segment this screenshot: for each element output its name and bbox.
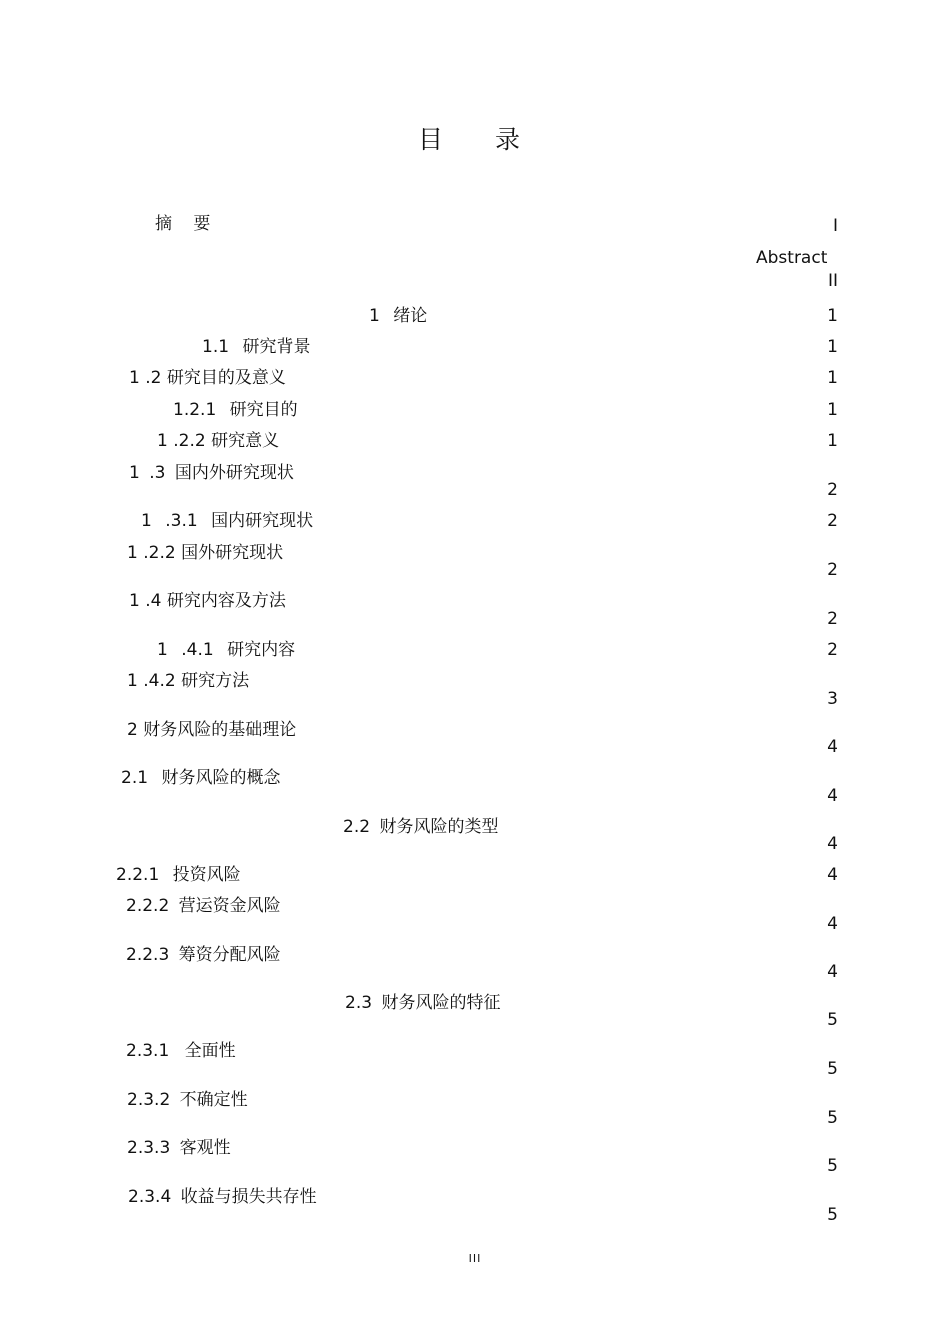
toc-entry-page: 5 [827, 1205, 838, 1225]
toc-entry-label: 2.2.2 营运资金风险 [126, 896, 281, 916]
toc-entry-label: 1 .2 研究目的及意义 [129, 368, 286, 388]
toc-entry-label: 摘 要 [155, 214, 219, 234]
toc-entry-page: 5 [827, 1156, 838, 1176]
toc-entry-label: 2.3.1 全面性 [126, 1041, 236, 1061]
toc-entry-label: 1 .4.1 研究内容 [157, 640, 296, 660]
toc-title: 目 录 [418, 125, 542, 154]
toc-entry-label: 1 绪论 [369, 306, 428, 326]
toc-entry-label: Abstract [756, 248, 828, 268]
toc-entry-page: 4 [827, 786, 838, 806]
toc-entry-page: 1 [827, 306, 838, 326]
toc-entry-page: 1 [827, 400, 838, 420]
toc-entry-label: 2.2.1 投资风险 [116, 865, 241, 885]
toc-entry-page: 5 [827, 1059, 838, 1079]
toc-entry-label: 1 .2.2 国外研究现状 [127, 543, 284, 563]
toc-entry-page: 2 [827, 511, 838, 531]
toc-entry-label: 1 .2.2 研究意义 [157, 431, 280, 451]
toc-entry-label: 1 .3 国内外研究现状 [129, 463, 294, 483]
toc-entry-page: 5 [827, 1108, 838, 1128]
toc-entry-page: 4 [827, 737, 838, 757]
toc-entry-page: 2 [827, 640, 838, 660]
toc-entry-label: 2.2.3 筹资分配风险 [126, 945, 281, 965]
toc-entry-page: I [832, 216, 838, 236]
page-number-footer: III [468, 1252, 482, 1265]
toc-entry-label: 2.3.2 不确定性 [127, 1090, 248, 1110]
toc-entry-page: 2 [827, 480, 838, 500]
toc-entry-label: 1.2.1 研究目的 [173, 400, 298, 420]
toc-entry-label: 1.1 研究背景 [202, 337, 311, 357]
toc-entry-page: 5 [827, 1010, 838, 1030]
toc-entry-label: 2.3 财务风险的特征 [345, 993, 501, 1013]
toc-entry-page: 1 [827, 368, 838, 388]
toc-entry-label: 2.3.3 客观性 [127, 1138, 231, 1158]
toc-entry-label: 2.1 财务风险的概念 [121, 768, 281, 788]
toc-entry-label: 2.3.4 收益与损失共存性 [128, 1187, 317, 1207]
toc-entry-page: 1 [827, 337, 838, 357]
toc-entry-label: 2.2 财务风险的类型 [343, 817, 499, 837]
toc-entry-page: 4 [827, 962, 838, 982]
toc-entry-page: II [827, 271, 838, 291]
toc-entry-label: 1 .4 研究内容及方法 [129, 591, 286, 611]
toc-entry-label: 2 财务风险的基础理论 [127, 720, 297, 740]
toc-entry-page: 2 [827, 560, 838, 580]
toc-entry-label: 1 .3.1 国内研究现状 [141, 511, 314, 531]
toc-entry-page: 4 [827, 834, 838, 854]
toc-entry-label: 1 .4.2 研究方法 [127, 671, 250, 691]
toc-entry-page: 2 [827, 609, 838, 629]
toc-entry-page: 4 [827, 914, 838, 934]
toc-entry-page: 3 [827, 689, 838, 709]
toc-entry-page: 4 [827, 865, 838, 885]
toc-entry-page: 1 [827, 431, 838, 451]
